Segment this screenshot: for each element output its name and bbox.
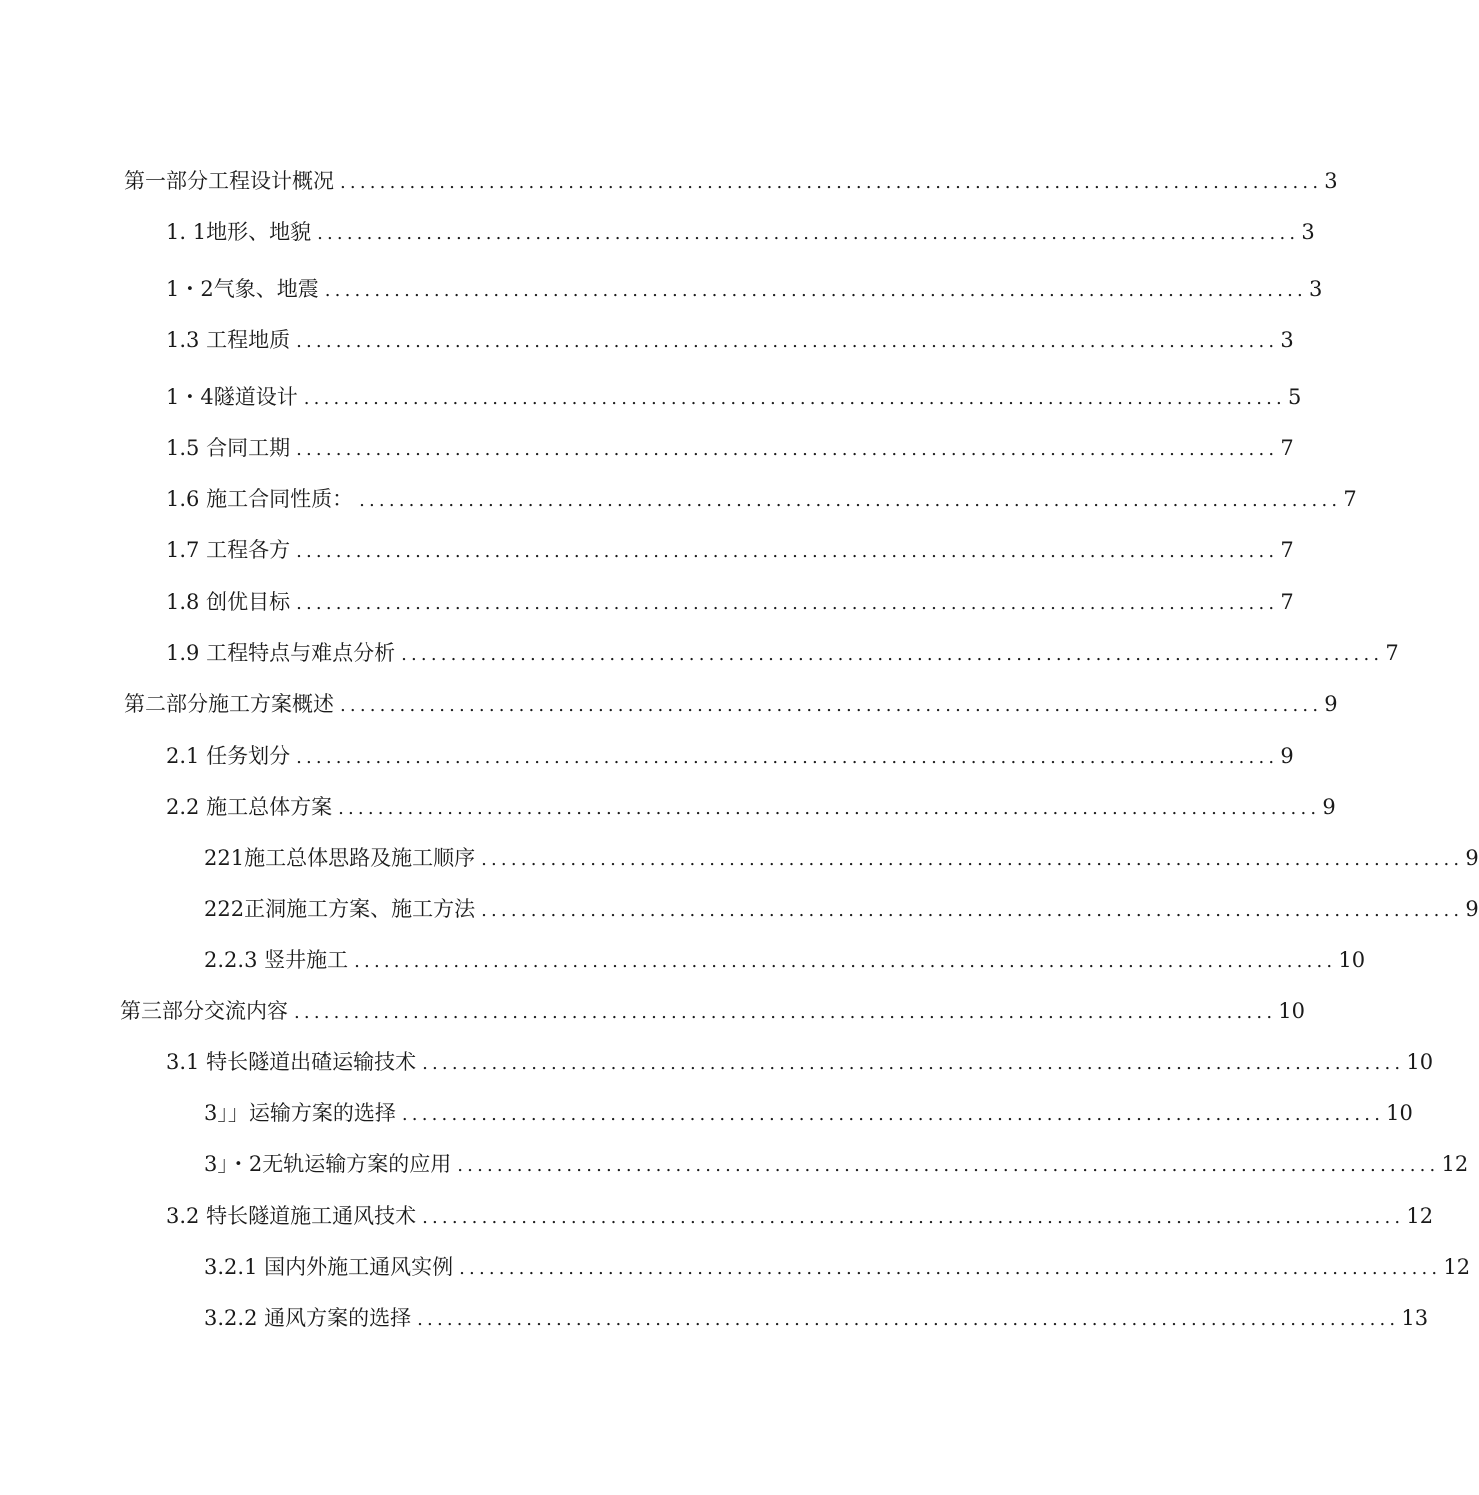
dot-leader: ................................................................................................... <box>296 747 1279 768</box>
toc-entry-page: 3 <box>1308 277 1323 301</box>
toc-entry-3-2-1[interactable] <box>204 1254 1471 1282</box>
toc-entry-page: 12 <box>1443 1255 1471 1279</box>
toc-entry-page: 10 <box>1338 948 1366 972</box>
toc-entry-1-9[interactable] <box>166 640 1399 668</box>
toc-entry-title: 1. 1地形、地貌 <box>166 220 312 244</box>
toc-entry-3-2-2[interactable] <box>204 1305 1429 1333</box>
toc-entry-page: 9 <box>1322 795 1336 819</box>
dot-leader: ................................................................................................... <box>417 1309 1400 1330</box>
dot-leader: ................................................................................................... <box>303 388 1286 409</box>
toc-entry-3-1[interactable] <box>166 1049 1434 1077</box>
toc-entry-title: 3.2 特长隧道施工通风技术 <box>166 1204 417 1228</box>
toc-entry-1-7[interactable] <box>166 537 1294 565</box>
toc-entry-3-1-1[interactable] <box>204 1100 1413 1128</box>
toc-entry-part-2[interactable] <box>124 691 1338 719</box>
toc-entry-page: 10 <box>1278 999 1305 1023</box>
toc-entry-page: 9 <box>1324 692 1338 716</box>
toc-entry-2-2-2[interactable] <box>204 896 1479 924</box>
dot-leader: ................................................................................................... <box>340 172 1323 193</box>
toc-entry-title: 3.1 特长隧道出碴运输技术 <box>166 1050 417 1074</box>
toc-entry-title: 2.2 施工总体方案 <box>166 795 333 819</box>
toc-entry-page: 13 <box>1401 1306 1429 1330</box>
toc-entry-page: 7 <box>1280 538 1294 562</box>
toc-entry-page: 3 <box>1301 220 1315 244</box>
toc-entry-1-4[interactable] <box>166 384 1302 412</box>
toc-entry-2-2[interactable] <box>166 794 1336 822</box>
toc-entry-2-2-3[interactable] <box>204 947 1366 975</box>
dot-leader: ................................................................................................... <box>457 1155 1440 1176</box>
toc-entry-title: 221施工总体思路及施工顺序 <box>204 846 476 870</box>
dot-leader: ................................................................................................... <box>296 593 1279 614</box>
toc-entry-1-5[interactable] <box>166 435 1294 463</box>
toc-entry-title: 1・2气象、地震 <box>166 277 319 301</box>
toc-entry-title: 3.2.1 国内外施工通风实例 <box>204 1255 454 1279</box>
toc-entry-title: 2.1 任务划分 <box>166 744 291 768</box>
dot-leader: ................................................................................................... <box>422 1053 1405 1074</box>
dot-leader: ................................................................................................... <box>317 223 1300 244</box>
dot-leader: ................................................................................................... <box>422 1207 1405 1228</box>
toc-entry-page: 10 <box>1406 1050 1434 1074</box>
dot-leader: ................................................................................................... <box>324 280 1307 301</box>
toc-entry-page: 5 <box>1287 385 1302 409</box>
toc-entry-title: 第三部分交流内容 <box>120 999 288 1023</box>
toc-entry-page: 7 <box>1280 590 1294 614</box>
toc-entry-title: 第一部分工程设计概况 <box>124 169 334 193</box>
toc-entry-title: 3.2.2 通风方案的选择 <box>204 1306 412 1330</box>
dot-leader: ................................................................................................... <box>338 798 1321 819</box>
toc-entry-page: 12 <box>1441 1152 1469 1176</box>
toc-entry-title: 1.9 工程特点与难点分析 <box>166 641 396 665</box>
dot-leader: ................................................................................................... <box>459 1258 1442 1279</box>
toc-entry-title: 第二部分施工方案概述 <box>124 692 334 716</box>
toc-entry-page: 3 <box>1324 169 1338 193</box>
toc-entry-1-2[interactable] <box>166 276 1323 304</box>
toc-entry-title: 1.6 施工合同性质： <box>166 487 354 511</box>
toc-entry-title: 3」」运输方案的选择 <box>204 1101 396 1125</box>
toc-entry-title: 3」・2无轨运输方案的应用 <box>204 1152 452 1176</box>
toc-entry-page: 10 <box>1386 1101 1413 1125</box>
toc-entry-page: 3 <box>1280 328 1294 352</box>
toc-entry-part-1[interactable] <box>124 168 1338 196</box>
toc-entry-1-6[interactable] <box>166 486 1357 514</box>
toc-entry-title: 2.2.3 竖井施工 <box>204 948 349 972</box>
dot-leader: ................................................................................................... <box>481 900 1464 921</box>
dot-leader: ................................................................................................... <box>294 1002 1277 1023</box>
toc-entry-page: 12 <box>1406 1204 1434 1228</box>
toc-entry-page: 9 <box>1280 744 1294 768</box>
toc-entry-title: 1.5 合同工期 <box>166 436 291 460</box>
toc-entry-3-1-2[interactable] <box>204 1151 1469 1179</box>
toc-entry-1-1[interactable] <box>166 219 1315 247</box>
toc-entry-title: 1.7 工程各方 <box>166 538 291 562</box>
toc-entry-title: 1・4隧道设计 <box>166 385 298 409</box>
dot-leader: ................................................................................................... <box>401 644 1384 665</box>
toc-entry-1-3[interactable] <box>166 327 1294 355</box>
dot-leader: ................................................................................................... <box>296 331 1279 352</box>
toc-entry-page: 7 <box>1280 436 1294 460</box>
toc-entry-2-1[interactable] <box>166 743 1294 771</box>
toc-entry-1-8[interactable] <box>166 589 1294 617</box>
dot-leader: ................................................................................................... <box>354 951 1337 972</box>
dot-leader: ................................................................................................... <box>481 849 1464 870</box>
toc-entry-title: 1.8 创优目标 <box>166 590 291 614</box>
toc-entry-2-2-1[interactable] <box>204 845 1479 873</box>
toc-entry-page: 9 <box>1465 897 1479 921</box>
toc-entry-page: 7 <box>1385 641 1399 665</box>
dot-leader: ................................................................................................... <box>401 1104 1385 1125</box>
toc-entry-page: 7 <box>1343 487 1357 511</box>
dot-leader: ................................................................................................... <box>359 490 1342 511</box>
dot-leader: ................................................................................................... <box>296 439 1279 460</box>
toc-entry-title: 1.3 工程地质 <box>166 328 291 352</box>
toc-entry-3-2[interactable] <box>166 1203 1434 1231</box>
toc-entry-part-3[interactable] <box>120 998 1305 1026</box>
dot-leader: ................................................................................................... <box>296 541 1279 562</box>
toc-entry-title: 222正洞施工方案、施工方法 <box>204 897 476 921</box>
dot-leader: ................................................................................................... <box>340 695 1323 716</box>
toc-entry-page: 9 <box>1465 846 1479 870</box>
